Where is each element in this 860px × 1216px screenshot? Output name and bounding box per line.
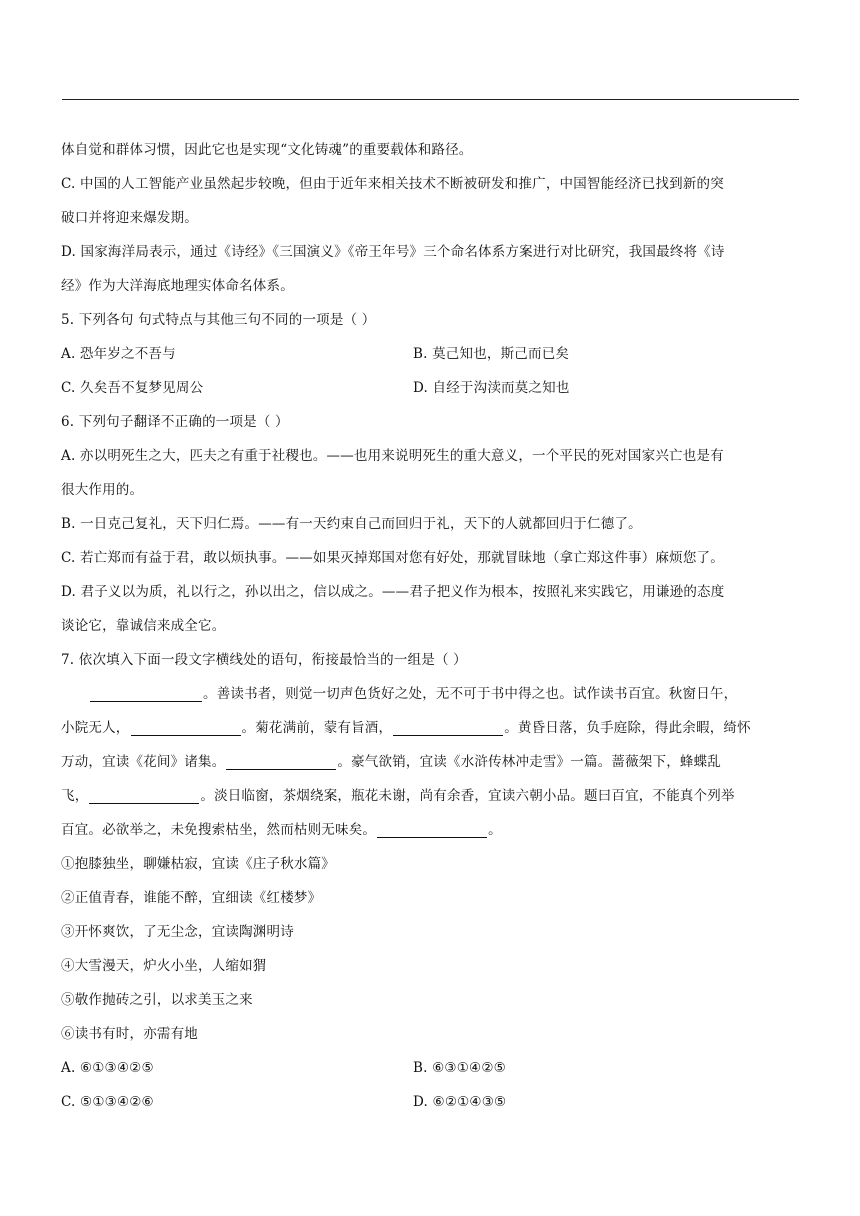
q6-stem: 6. 下列句子翻译不正确的一项是（ ）	[61, 414, 289, 430]
q4-option-b-tail: 体自觉和群体习惯，因此它也是实现“文化铸魂”的重要载体和路径。	[61, 142, 473, 158]
q7-option-c[interactable]: C. ⑤①③④②⑥	[61, 1094, 154, 1110]
fill-blank-2[interactable]	[131, 717, 241, 736]
q5-stem: 5. 下列各句 句式特点与其他三句不同的一项是（ ）	[61, 312, 376, 328]
q7-item-2: ②正值青春，谁能不醉，宜细读《红楼梦》	[61, 890, 322, 906]
fill-blank-5[interactable]	[89, 785, 199, 804]
q7-options-row-1	[61, 1051, 801, 1085]
q6-option-a-line-1[interactable]: A. 亦以明死生之大，匹夫之有重于社稷也。——也用来说明死生的重大意义，一个平民的死对国家兴亡也是有	[61, 448, 724, 464]
q6-option-b[interactable]: B. 一日克己复礼，天下归仁焉。——有一天约束自己而回归于礼，天下的人就都回归于仁德了。	[61, 516, 642, 532]
q6-option-c[interactable]: C. 若亡郑而有益于君，敢以烦执事。——如果灭掉郑国对您有好处，那就冒昧地（拿亡郑这件事）麻烦您了。	[61, 550, 724, 566]
q4-option-c-line-2: 破口并将迎来爆发期。	[61, 210, 198, 226]
q7-stem: 7. 依次填入下面一段文字横线处的语句，衔接最恰当的一组是（ ）	[61, 652, 467, 668]
q5-options-row-1	[61, 337, 801, 371]
q7-passage-text: 。	[488, 822, 502, 838]
q5-option-c[interactable]: C. 久矣吾不复梦见周公	[61, 380, 204, 396]
fill-blank-3[interactable]	[393, 717, 503, 736]
q7-passage-text: 小院无人，	[61, 720, 130, 736]
q7-item-6: ⑥读书有时，亦需有地	[61, 1026, 198, 1042]
q7-passage-text: 飞，	[61, 788, 89, 804]
fill-blank-6[interactable]	[377, 819, 487, 838]
q7-item-4: ④大雪漫天，炉火小坐，人缩如猬	[61, 958, 267, 974]
q5-options-row-2	[61, 371, 801, 405]
q7-passage-line-4	[61, 779, 801, 813]
document-body	[61, 133, 801, 1119]
q7-option-b[interactable]: B. ⑥③①④②⑤	[413, 1060, 506, 1076]
q7-passage-text: 百宜。必欲举之，未免搜索枯坐，然而枯则无味矣。	[61, 822, 377, 838]
q7-passage-text: 。豪气欲销，宜读《水浒传林冲走雪》一篇。蔷薇架下，蜂蝶乱	[337, 754, 722, 770]
q7-passage-text: 。菊花满前，蒙有旨酒，	[241, 720, 393, 736]
q6-option-a-line-2: 很大作用的。	[61, 482, 144, 498]
q6-option-d-line-1[interactable]: D. 君子义以为质，礼以行之，孙以出之，信以成之。——君子把义作为根本，按照礼来实践它，用谦逊的态度	[61, 584, 725, 600]
q7-item-1: ①抱膝独坐，聊嫌枯寂，宜读《庄子秋水篇》	[61, 856, 335, 872]
q5-option-b[interactable]: B. 莫己知也，斯己而已矣	[413, 346, 570, 362]
q7-passage-line-1	[61, 677, 801, 711]
q7-option-a[interactable]: A. ⑥①③④②⑤	[61, 1060, 154, 1076]
header-rule	[62, 99, 799, 100]
q7-passage-text: 。黄昏日落，负手庭除，得此余暇，绮怀	[504, 720, 751, 736]
q7-passage-text: 万动，宜读《花间》诸集。	[61, 754, 226, 770]
q5-option-a[interactable]: A. 恐年岁之不吾与	[61, 346, 176, 362]
q7-options-row-2	[61, 1085, 801, 1119]
q7-item-5: ⑤敬作抛砖之引，以求美玉之来	[61, 992, 253, 1008]
fill-blank-4[interactable]	[226, 751, 336, 770]
q6-option-d-line-2: 谈论它，靠诚信来成全它。	[61, 618, 226, 634]
q7-passage-text: 。善读书者，则觉一切声色货好之处，无不可于书中得之也。试作读书百宜。秋窗日午，	[203, 686, 738, 702]
q7-option-d[interactable]: D. ⑥②①④③⑤	[413, 1094, 507, 1110]
q5-option-d[interactable]: D. 自经于沟渎而莫之知也	[413, 380, 570, 396]
q7-passage-line-3	[61, 745, 801, 779]
q4-option-c-line-1: C. 中国的人工智能产业虽然起步较晚，但由于近年来相关技术不断被研发和推广，中国智能经济已找到新的突	[61, 176, 724, 192]
q7-item-3: ③开怀爽饮，了无尘念，宜读陶渊明诗	[61, 924, 294, 940]
q4-option-d-line-2: 经》作为大洋海底地理实体命名体系。	[61, 278, 294, 294]
q7-passage-text: 。淡日临窗，茶烟绕案，瓶花未谢，尚有余香，宜读六朝小品。题曰百宜，不能真个列举	[200, 788, 735, 804]
q4-option-d-line-1: D. 国家海洋局表示，通过《诗经》《三国演义》《帝王年号》三个命名体系方案进行对比研究，我国最终将《诗	[61, 244, 725, 260]
q7-passage-line-5	[61, 813, 801, 847]
q7-passage-line-2	[61, 711, 801, 745]
fill-blank-1[interactable]	[90, 683, 202, 702]
